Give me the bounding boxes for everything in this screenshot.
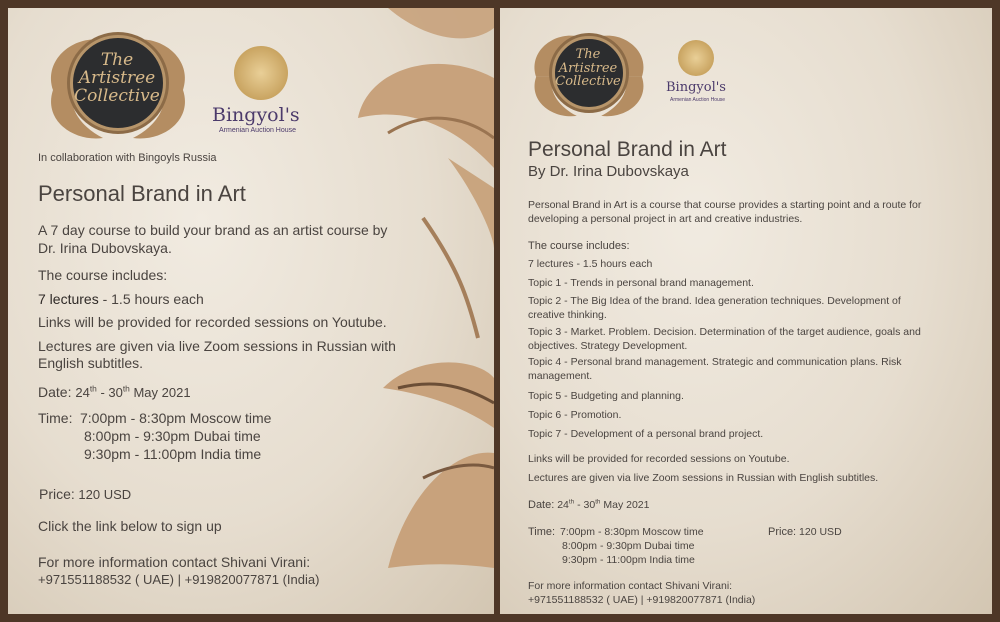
topic-4-line-1: Topic 4 - Personal brand management. Strategic and communication plans. Risk bbox=[528, 356, 902, 368]
date-sep: - 30 bbox=[574, 499, 596, 511]
price-label: Price: bbox=[768, 526, 797, 538]
topic-3-line-2: objectives. Strategy Development. bbox=[528, 340, 688, 352]
contact-line-2: +971551188532 ( UAE) | +919820077871 (India) bbox=[38, 572, 320, 587]
topic-4-line-2: management. bbox=[528, 370, 593, 382]
time-dubai: 8:00pm - 9:30pm Dubai time bbox=[562, 540, 695, 552]
intro-line-2: Dr. Irina Dubovskaya. bbox=[38, 240, 172, 256]
desc-line-2: developing a personal project in art and creative industries. bbox=[528, 213, 803, 225]
date-start: 24 bbox=[554, 499, 569, 511]
right-poster bbox=[500, 8, 992, 614]
left-poster bbox=[8, 8, 494, 614]
price-label: Price: bbox=[39, 486, 75, 502]
topic-2-line-2: creative thinking. bbox=[528, 309, 607, 321]
price-line bbox=[768, 526, 842, 538]
lectures-bold: 7 lectures bbox=[38, 291, 99, 307]
zoom-line-2: English subtitles. bbox=[38, 355, 144, 371]
date-start-sup: th bbox=[568, 498, 575, 506]
date-start: 24 bbox=[75, 385, 90, 400]
date-label: Date: bbox=[38, 384, 72, 400]
time-moscow: 7:00pm - 8:30pm Moscow time bbox=[560, 526, 704, 538]
time-moscow: 7:00pm - 8:30pm Moscow time bbox=[80, 410, 272, 426]
date-sep: - 30 bbox=[96, 385, 123, 400]
bingyol-logo-name: Bingyol's bbox=[666, 80, 726, 95]
time-label: Time: bbox=[38, 410, 73, 426]
includes-heading: The course includes: bbox=[38, 267, 168, 283]
collab-line: In collaboration with Bingoyls Russia bbox=[38, 152, 217, 164]
time-label: Time: bbox=[528, 526, 556, 538]
price-value: 120 USD bbox=[74, 487, 132, 502]
artistree-logo-text: The Artistree Collective bbox=[555, 47, 621, 90]
price-line bbox=[39, 486, 131, 502]
page-title: Personal Brand in Art bbox=[38, 181, 246, 206]
links-line: Links will be provided for recorded sessions on Youtube. bbox=[38, 314, 387, 330]
date-label: Date: bbox=[528, 499, 555, 511]
topic-7: Topic 7 - Development of a personal brand project. bbox=[528, 428, 764, 440]
date-line bbox=[38, 384, 191, 400]
topic-6: Topic 6 - Promotion. bbox=[528, 409, 622, 421]
contact-line-2: +971551188532 ( UAE) | +919820077871 (India) bbox=[528, 594, 756, 606]
topic-5: Topic 5 - Budgeting and planning. bbox=[528, 390, 684, 402]
bingyol-logo-sub: Armenian Auction House bbox=[219, 127, 297, 134]
byline: By Dr. Irina Dubovskaya bbox=[528, 163, 689, 180]
lectures-line bbox=[38, 291, 204, 307]
bingyol-knot-icon bbox=[234, 46, 288, 100]
topic-1: Topic 1 - Trends in personal brand management. bbox=[528, 277, 754, 289]
lectures-line: 7 lectures - 1.5 hours each bbox=[528, 258, 653, 270]
contact-line-1: For more information contact Shivani Virani: bbox=[528, 580, 733, 592]
date-start-sup: th bbox=[89, 383, 97, 394]
date-rest: May 2021 bbox=[129, 385, 191, 400]
date-rest: May 2021 bbox=[600, 499, 650, 511]
time-dubai: 8:00pm - 9:30pm Dubai time bbox=[84, 428, 261, 444]
bingyol-knot-icon bbox=[678, 40, 714, 76]
date-end-sup: th bbox=[595, 498, 601, 506]
zoom-line: Lectures are given via live Zoom sessions in Russian with English subtitles. bbox=[528, 472, 879, 484]
artistree-logo-text: The Artistree Collective bbox=[74, 50, 160, 106]
time-india: 9:30pm - 11:00pm India time bbox=[562, 554, 695, 566]
bingyol-logo-name: Bingyol's bbox=[212, 104, 300, 126]
signup-line: Click the link below to sign up bbox=[38, 518, 222, 534]
lectures-rest: - 1.5 hours each bbox=[98, 291, 204, 307]
topic-2-line-1: Topic 2 - The Big Idea of the brand. Idea generation techniques. Development of bbox=[528, 295, 901, 307]
leaf-decoration bbox=[328, 8, 494, 614]
contact-line-1: For more information contact Shivani Virani: bbox=[38, 554, 311, 570]
links-line: Links will be provided for recorded sessions on Youtube. bbox=[528, 453, 790, 465]
zoom-line-1: Lectures are given via live Zoom sessions in Russian with bbox=[38, 338, 396, 354]
topic-3-line-1: Topic 3 - Market. Problem. Decision. Determination of the target audience, goals and bbox=[528, 326, 921, 338]
bingyol-logo-sub: Armenian Auction House bbox=[670, 97, 726, 103]
date-line bbox=[528, 499, 649, 511]
date-end-sup: th bbox=[122, 383, 130, 394]
time-india: 9:30pm - 11:00pm India time bbox=[84, 446, 262, 462]
intro-line-1: A 7 day course to build your brand as an artist course by bbox=[38, 222, 388, 238]
includes-heading: The course includes: bbox=[528, 240, 630, 252]
desc-line-1: Personal Brand in Art is a course that course provides a starting point and a route for bbox=[528, 199, 922, 211]
page-title: Personal Brand in Art bbox=[528, 138, 727, 161]
price-value: 120 USD bbox=[796, 526, 842, 538]
